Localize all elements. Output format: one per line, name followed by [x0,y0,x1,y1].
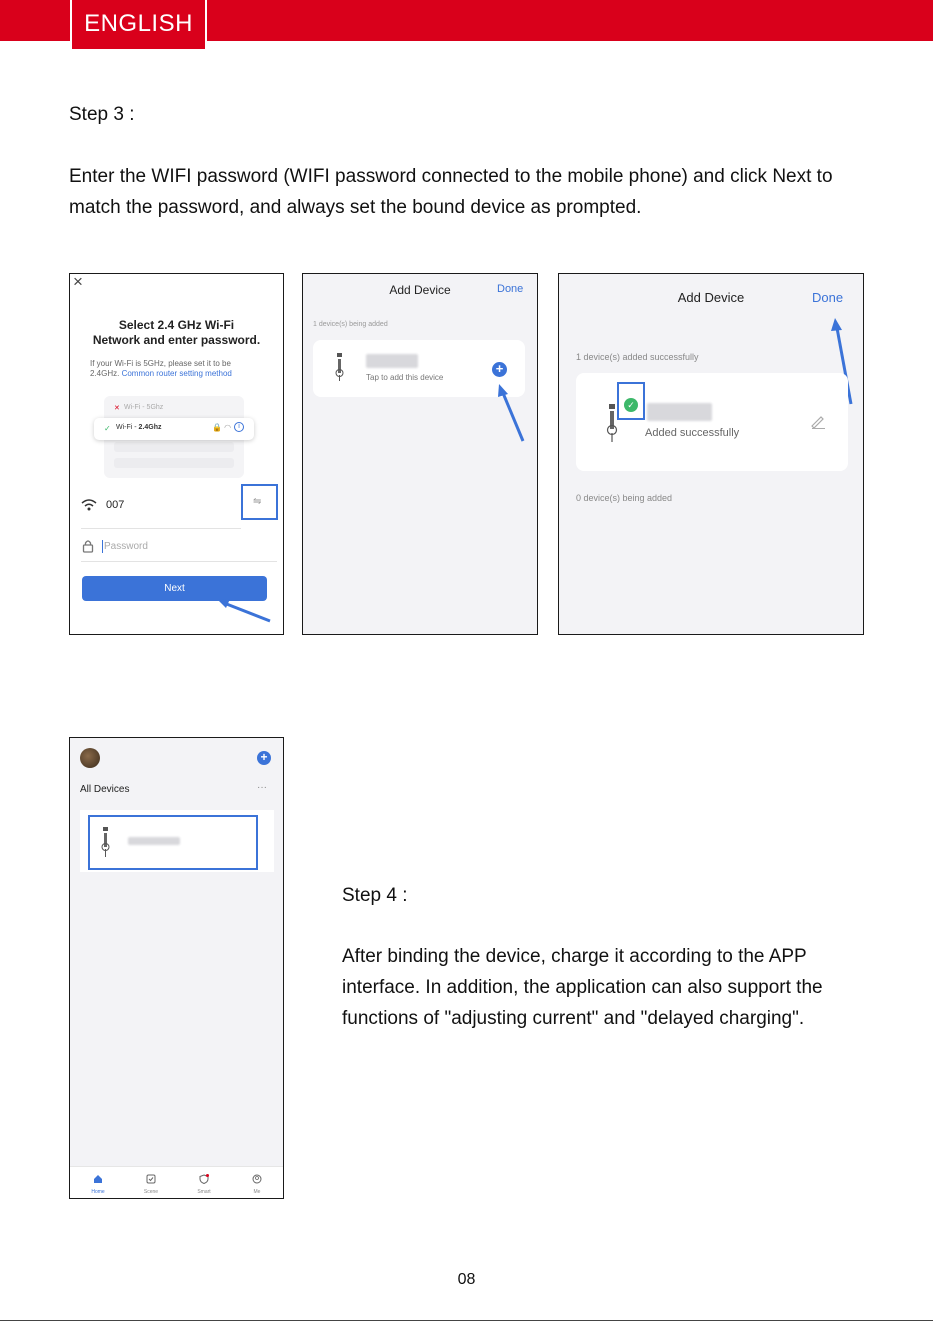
done-button[interactable]: Done [497,283,524,295]
all-devices-label: All Devices [80,784,130,795]
step4-line1: After binding the device, charge it according to the APP [342,946,807,967]
home-icon [93,1174,103,1184]
step4-line3: functions of "adjusting current" and "delayed charging". [342,1008,805,1029]
screen-title: Add Device [677,290,745,305]
device-name-blurred [647,403,712,421]
divider [81,561,277,562]
device-card[interactable] [576,373,848,471]
wifi-24-label: Wi-Fi - 2.4Ghz [116,424,162,431]
lock-wifi-icons: 🔒 ◠ [212,423,232,432]
adding-status: 1 device(s) being added [313,321,388,328]
charger-icon [100,827,114,857]
wifi-setup-screenshot [69,273,284,635]
step3-title: Step 3 : [69,104,135,125]
wifi-heading-line1: Select 2.4 GHz Wi-Fi [118,318,235,332]
device-name-blurred [366,354,418,368]
edit-pencil-icon[interactable] [810,413,826,429]
screen-title: Add Device [389,283,451,297]
wifi-icon [81,499,97,511]
tab-scene[interactable] [137,1171,165,1195]
added-successfully-label: Added successfully [645,427,740,439]
more-icon[interactable]: ··· [257,782,267,793]
placeholder-row [114,458,234,468]
add-plus-icon[interactable]: + [257,751,271,765]
tab-label: Home [91,1189,105,1195]
wifi-note-prefix: 2.4GHz. [90,369,120,378]
wifi-24-row [94,418,254,440]
x-icon: ✕ [114,405,120,412]
charger-icon [334,353,348,381]
tab-label: Scene [143,1189,159,1195]
wifi-note-line2 [90,369,232,378]
tab-smart[interactable] [190,1171,218,1195]
device-tile[interactable] [88,815,258,870]
tab-me[interactable] [243,1171,271,1195]
placeholder-row [114,442,234,452]
wifi-5g-label: Wi-Fi - 5Ghz [124,404,164,411]
lock-icon [82,539,94,553]
next-button[interactable]: Next [82,576,267,601]
add-success-screenshot [558,273,864,635]
tap-to-add-label: Tap to add this device [366,373,444,382]
success-status: 1 device(s) added successfully [576,352,699,362]
divider [81,528,241,529]
language-tab [70,0,207,51]
step3-line2: match the password, and always set the bound device as prompted. [69,197,642,218]
tab-label: Smart [197,1189,211,1195]
bottom-tab-bar [70,1166,283,1198]
ssid-input[interactable]: 007 [106,499,125,511]
switch-network-icon[interactable]: ⇋ [253,496,262,507]
smart-shield-icon [199,1174,209,1184]
router-method-link[interactable]: Common router setting method [121,369,232,378]
scene-icon [146,1174,156,1184]
step4-title: Step 4 : [342,885,408,906]
user-icon [252,1174,262,1184]
tab-home[interactable] [84,1171,112,1195]
home-screenshot [69,737,284,1199]
wifi-note-line1: If your Wi-Fi is 5GHz, please set it to be [90,359,231,368]
avatar[interactable] [80,748,100,768]
language-label: ENGLISH [84,10,193,37]
close-icon[interactable]: × [73,273,83,291]
step4-line2: interface. In addition, the application can also support the [342,977,823,998]
add-plus-icon[interactable]: + [492,362,507,377]
check-icon: ✓ [624,398,638,412]
wifi-heading-line2: Network and enter password. [92,333,261,347]
pointer-arrow-icon [493,379,533,444]
page-number: 08 [457,1271,476,1288]
device-name-blurred [128,837,180,845]
footer-rule [0,1320,933,1321]
pointer-arrow-icon [210,589,280,624]
done-button[interactable]: Done [812,290,844,305]
check-icon: ✓ [104,424,111,433]
password-input[interactable]: Password [104,541,148,552]
info-icon: i [234,422,244,432]
adding-status: 0 device(s) being added [576,493,673,503]
tab-label: Me [253,1189,261,1195]
add-device-screenshot [302,273,538,635]
text-cursor [102,540,103,553]
step3-line1: Enter the WIFI password (WIFI password connected to the mobile phone) and click Next to [69,166,833,187]
